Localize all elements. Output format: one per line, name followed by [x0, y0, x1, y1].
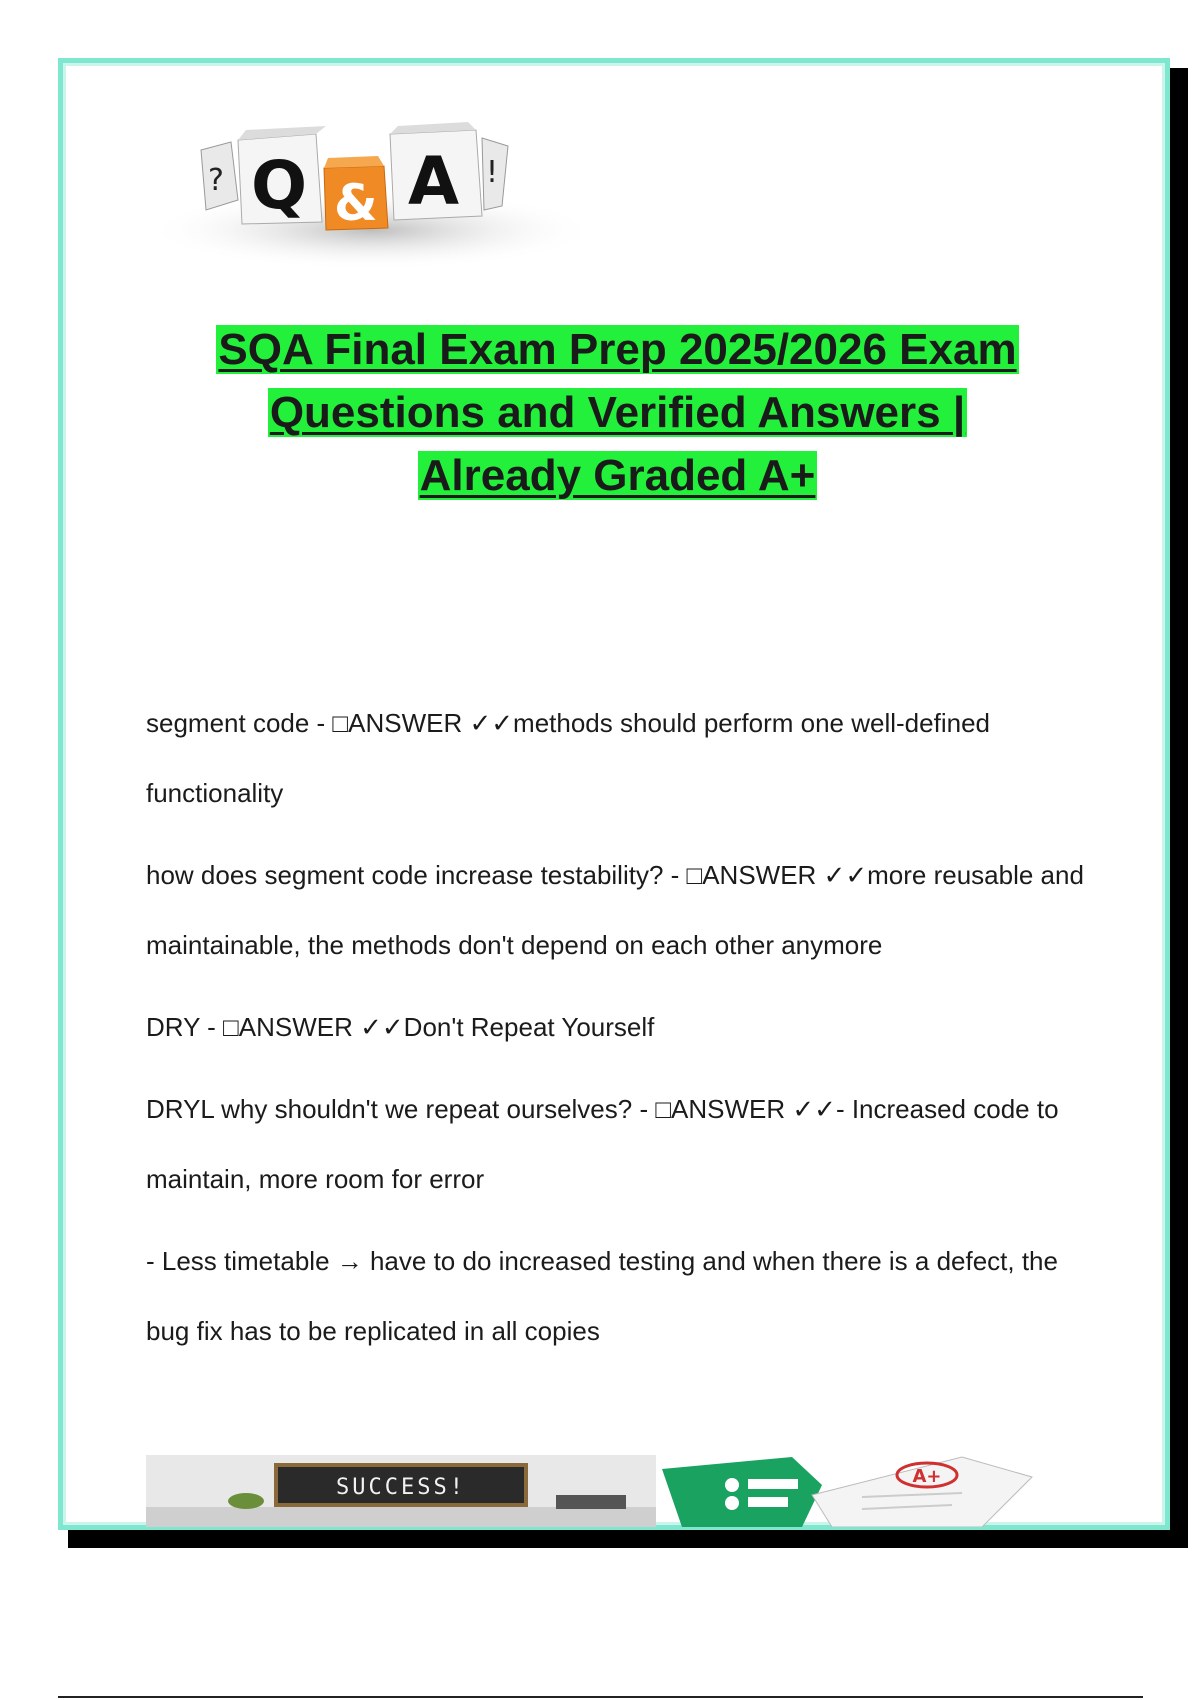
logo-exclaim: ! — [486, 155, 499, 190]
qa-item: DRY - □ANSWER ✓✓Don't Repeat Yourself — [146, 1012, 655, 1042]
qa-cubes-logo — [146, 120, 598, 285]
page-title — [150, 318, 1085, 507]
footer-rule — [58, 1696, 1143, 1698]
logo-q: Q — [251, 147, 308, 224]
title-line-1: SQA Final Exam Prep 2025/2026 Exam — [218, 325, 1017, 374]
title-line-2: Questions and Verified Answers | — [269, 388, 966, 437]
grade-badge-text: A+ — [912, 1466, 942, 1487]
qa-item: segment code - □ANSWER ✓✓methods should perform one well-defined functionality — [146, 708, 990, 808]
qa-item: DRYL why shouldn't we repeat ourselves? - □ANSWER ✓✓- Increased code to maintain, more room for error — [146, 1094, 1059, 1194]
logo-a: A — [408, 143, 460, 220]
qa-item: - Less timetable → have to do increased testing and when there is a defect, the bug fix has to be replicated in all copies — [146, 1246, 1058, 1346]
bottom-images — [146, 1455, 1066, 1527]
qa-list — [146, 688, 1106, 1378]
qa-item: how does segment code increase testability? - □ANSWER ✓✓more reusable and maintainable, the methods don't depend on each other anymore — [146, 860, 1084, 960]
success-sign-text: SUCCESS! — [336, 1475, 466, 1500]
logo-ampersand: & — [334, 174, 378, 232]
success-sign-image — [146, 1455, 656, 1527]
logo-question: ? — [208, 163, 224, 198]
title-line-3: Already Graded A+ — [419, 451, 816, 500]
graded-paper-image — [662, 1455, 1066, 1527]
